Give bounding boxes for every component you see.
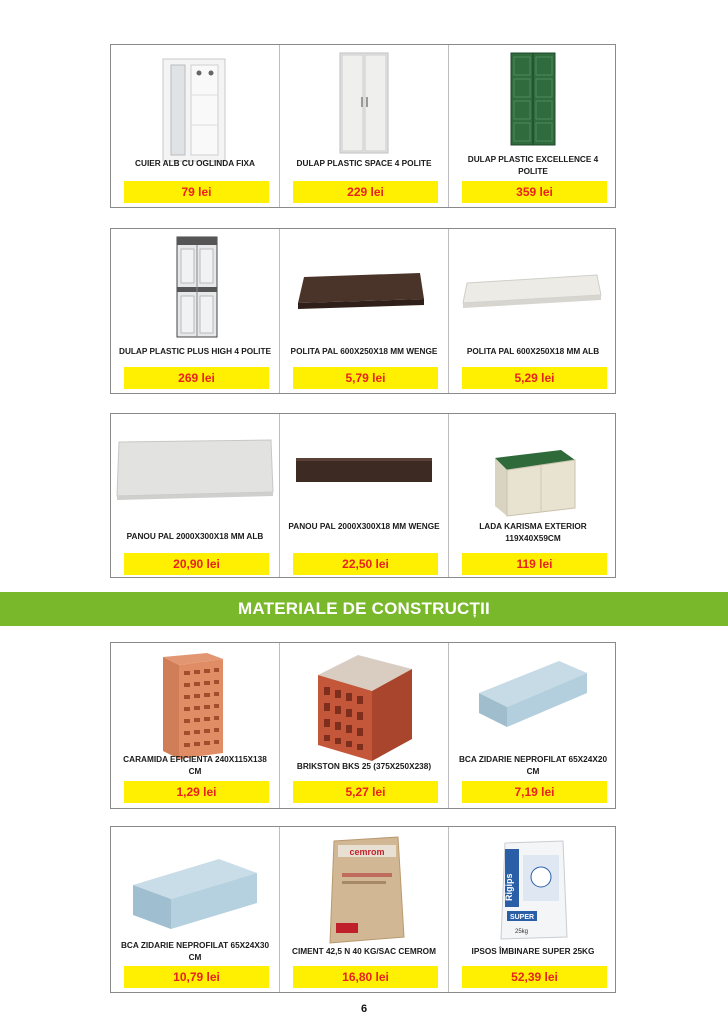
product-card bbox=[111, 229, 279, 393]
price-tag: 1,29 lei bbox=[124, 781, 269, 803]
product-name: PANOU PAL 2000X300X18 MM WENGE bbox=[288, 521, 440, 531]
product-card bbox=[279, 414, 448, 577]
product-name: CUIER ALB CU OGLINDA FIXA bbox=[135, 158, 255, 168]
product-card bbox=[111, 827, 279, 992]
price-tag: 52,39 lei bbox=[462, 966, 607, 988]
product-name: BCA ZIDARIE NEPROFILAT 65X24X20 CM bbox=[458, 754, 608, 776]
shelf-wenge-icon bbox=[280, 235, 448, 353]
product-card bbox=[279, 229, 448, 393]
bag-brand-label: cemrom bbox=[349, 847, 385, 857]
price-tag: 7,19 lei bbox=[462, 781, 607, 803]
product-name: CARAMIDA EFICIENTA 240X115X138 CM bbox=[123, 754, 267, 776]
ceramic-block-icon bbox=[280, 649, 448, 767]
price-tag: 229 lei bbox=[293, 181, 438, 203]
bag-brand-label: Rigips bbox=[504, 873, 514, 901]
product-card bbox=[111, 414, 279, 577]
cement-bag-icon bbox=[280, 833, 448, 951]
product-card bbox=[279, 643, 448, 808]
product-name: POLITA PAL 600X250X18 MM WENGE bbox=[290, 346, 438, 356]
product-name: IPSOS ÎMBINARE SUPER 25KG bbox=[471, 946, 595, 956]
shelf-white-icon bbox=[449, 235, 617, 353]
price-tag: 79 lei bbox=[124, 181, 269, 203]
product-group-3 bbox=[110, 413, 616, 578]
aac-block-icon bbox=[449, 649, 617, 767]
tall-cabinet-icon bbox=[111, 235, 279, 353]
product-card bbox=[279, 827, 448, 992]
product-card bbox=[448, 414, 617, 577]
product-name: LADA KARISMA EXTERIOR 119X40X59CM bbox=[479, 521, 587, 543]
product-card bbox=[279, 45, 448, 207]
plastic-cabinet-icon bbox=[280, 51, 448, 169]
price-tag: 20,90 lei bbox=[124, 553, 269, 575]
price-tag: 5,29 lei bbox=[462, 367, 607, 389]
product-name: PANOU PAL 2000X300X18 MM ALB bbox=[126, 531, 264, 541]
aac-block-large-icon bbox=[111, 833, 279, 951]
product-name: DULAP PLASTIC SPACE 4 POLITE bbox=[296, 158, 432, 168]
product-card bbox=[448, 45, 617, 207]
product-group-5 bbox=[110, 826, 616, 993]
product-card bbox=[448, 643, 617, 808]
price-tag: 10,79 lei bbox=[124, 966, 269, 988]
price-tag: 359 lei bbox=[462, 181, 607, 203]
product-name: CIMENT 42,5 N 40 KG/SAC CEMROM bbox=[292, 946, 436, 956]
panel-white-icon bbox=[111, 420, 279, 538]
product-group-1 bbox=[110, 44, 616, 208]
section-banner: MATERIALE DE CONSTRUCȚII bbox=[0, 592, 728, 626]
price-tag: 16,80 lei bbox=[293, 966, 438, 988]
price-tag: 5,79 lei bbox=[293, 367, 438, 389]
product-group-2 bbox=[110, 228, 616, 394]
bag-weight-label: 25kg bbox=[515, 929, 529, 935]
product-name: BCA ZIDARIE NEPROFILAT 65X24X30 CM bbox=[120, 940, 270, 962]
product-name: POLITA PAL 600X250X18 MM ALB bbox=[466, 346, 600, 356]
product-name: BRIKSTON BKS 25 (375X250X238) bbox=[296, 761, 432, 771]
price-tag: 22,50 lei bbox=[293, 553, 438, 575]
bag-label-super: SUPER bbox=[509, 914, 535, 921]
product-card bbox=[448, 229, 617, 393]
product-group-4 bbox=[110, 642, 616, 809]
product-card bbox=[448, 827, 617, 992]
page-number: 6 bbox=[360, 1003, 368, 1015]
price-tag: 5,27 lei bbox=[293, 781, 438, 803]
price-tag: 269 lei bbox=[124, 367, 269, 389]
green-cabinet-icon bbox=[449, 51, 617, 169]
brick-icon bbox=[111, 649, 279, 767]
product-name: DULAP PLASTIC EXCELLENCE 4 POLITE bbox=[467, 154, 599, 176]
plaster-bag-icon bbox=[449, 833, 617, 951]
product-name: DULAP PLASTIC PLUS HIGH 4 POLITE bbox=[118, 346, 272, 356]
coat-rack-mirror-icon bbox=[111, 51, 279, 169]
price-tag: 119 lei bbox=[462, 553, 607, 575]
product-card bbox=[111, 643, 279, 808]
product-card bbox=[111, 45, 279, 207]
